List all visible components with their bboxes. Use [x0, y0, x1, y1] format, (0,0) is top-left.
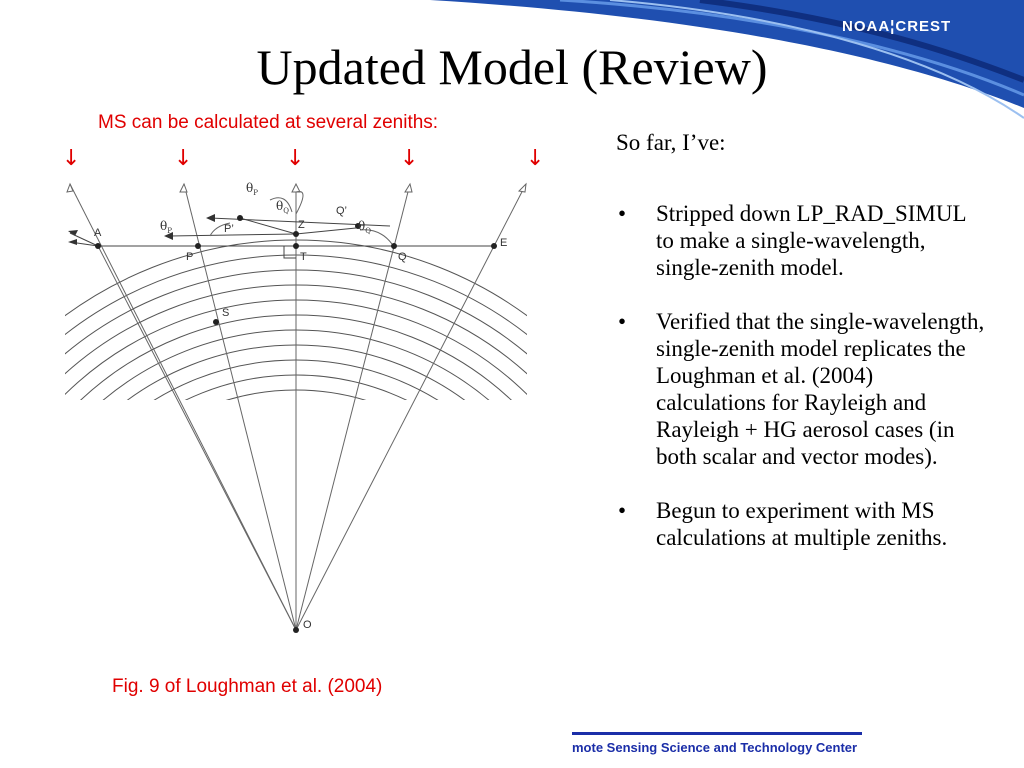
intro-text: So far, I’ve:	[616, 130, 726, 155]
label-q: Q	[398, 251, 407, 263]
theta-q-top: $\theta_Q$	[276, 199, 289, 215]
bullet-list	[616, 200, 986, 578]
label-o: O	[303, 619, 312, 631]
radial-lines	[70, 184, 526, 630]
label-s: S	[222, 307, 230, 319]
label-q-prime: Q’	[336, 205, 347, 217]
label-p: P	[186, 251, 194, 263]
atmosphere-shells	[60, 240, 540, 638]
zenith-arrow-5: ↓	[526, 146, 545, 171]
bullet-glyph: •	[618, 309, 627, 334]
bullet-item: • Begun to experiment with MS calculations at multiple zeniths.	[618, 498, 948, 550]
label-p-prime: P’	[224, 223, 234, 235]
bullet-item: • Verified that the single-wavelength, single-zenith model replicates the Loughman et al. (2004) calculations for Rayleigh and Rayleigh + HG aerosol cases (in both scalar and vector modes).	[618, 309, 985, 469]
theta-p-top: $\theta_P$	[246, 181, 258, 197]
figure-caption: Fig. 9 of Loughman et al. (2004)	[112, 676, 383, 697]
label-a: A	[94, 227, 102, 239]
label-t: T	[300, 251, 307, 263]
label-z: Z	[298, 219, 305, 231]
bullet-item: • Stripped down LP_RAD_SIMUL to make a single-wavelength, single-zenith model.	[618, 201, 966, 280]
footer-rule	[572, 732, 862, 735]
zenith-arrow-1: ↓	[62, 146, 81, 171]
bullet-glyph: •	[618, 201, 627, 226]
zenith-arrow-2: ↓	[174, 146, 193, 171]
bullet-glyph: •	[618, 498, 627, 523]
noaa-crest-logo: NOAA¦CREST	[842, 18, 952, 35]
slide-title: Updated Model (Review)	[256, 39, 768, 95]
footer-text: mote Sensing Science and Technology Center	[572, 740, 858, 755]
spherical-geometry-diagram	[60, 178, 540, 638]
figure-subtitle: MS can be calculated at several zeniths:	[98, 112, 439, 133]
zenith-arrow-4: ↓	[400, 146, 419, 171]
theta-q-right: $\theta_Q$	[358, 219, 371, 235]
zenith-arrow-3: ↓	[286, 146, 305, 171]
theta-p-left: $\theta_P$	[160, 219, 172, 235]
label-e: E	[500, 237, 508, 249]
